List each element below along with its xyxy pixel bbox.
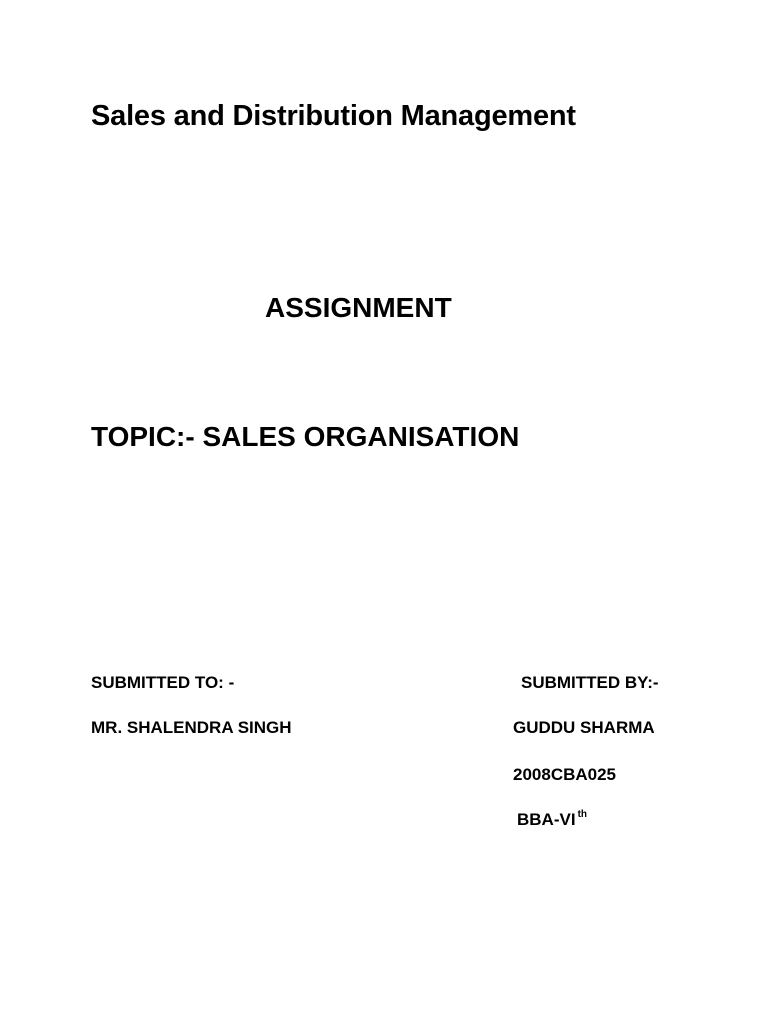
submitted-by-name: GUDDU SHARMA (513, 718, 655, 737)
class-text: BBA-VI (517, 810, 576, 829)
submitted-by-roll-number: 2008CBA025 (513, 765, 617, 784)
submitted-to-label: SUBMITTED TO: - (91, 673, 235, 692)
topic-heading: TOPIC:- SALES ORGANISATION (91, 421, 520, 452)
class-superscript: th (577, 809, 588, 820)
submitted-by-label: SUBMITTED BY:- (521, 673, 659, 692)
course-title: Sales and Distribution Management (91, 100, 576, 132)
document-type-heading: ASSIGNMENT (265, 292, 452, 323)
submitted-to-name: MR. SHALENDRA SINGH (91, 718, 292, 737)
submitted-by-class (517, 811, 587, 828)
